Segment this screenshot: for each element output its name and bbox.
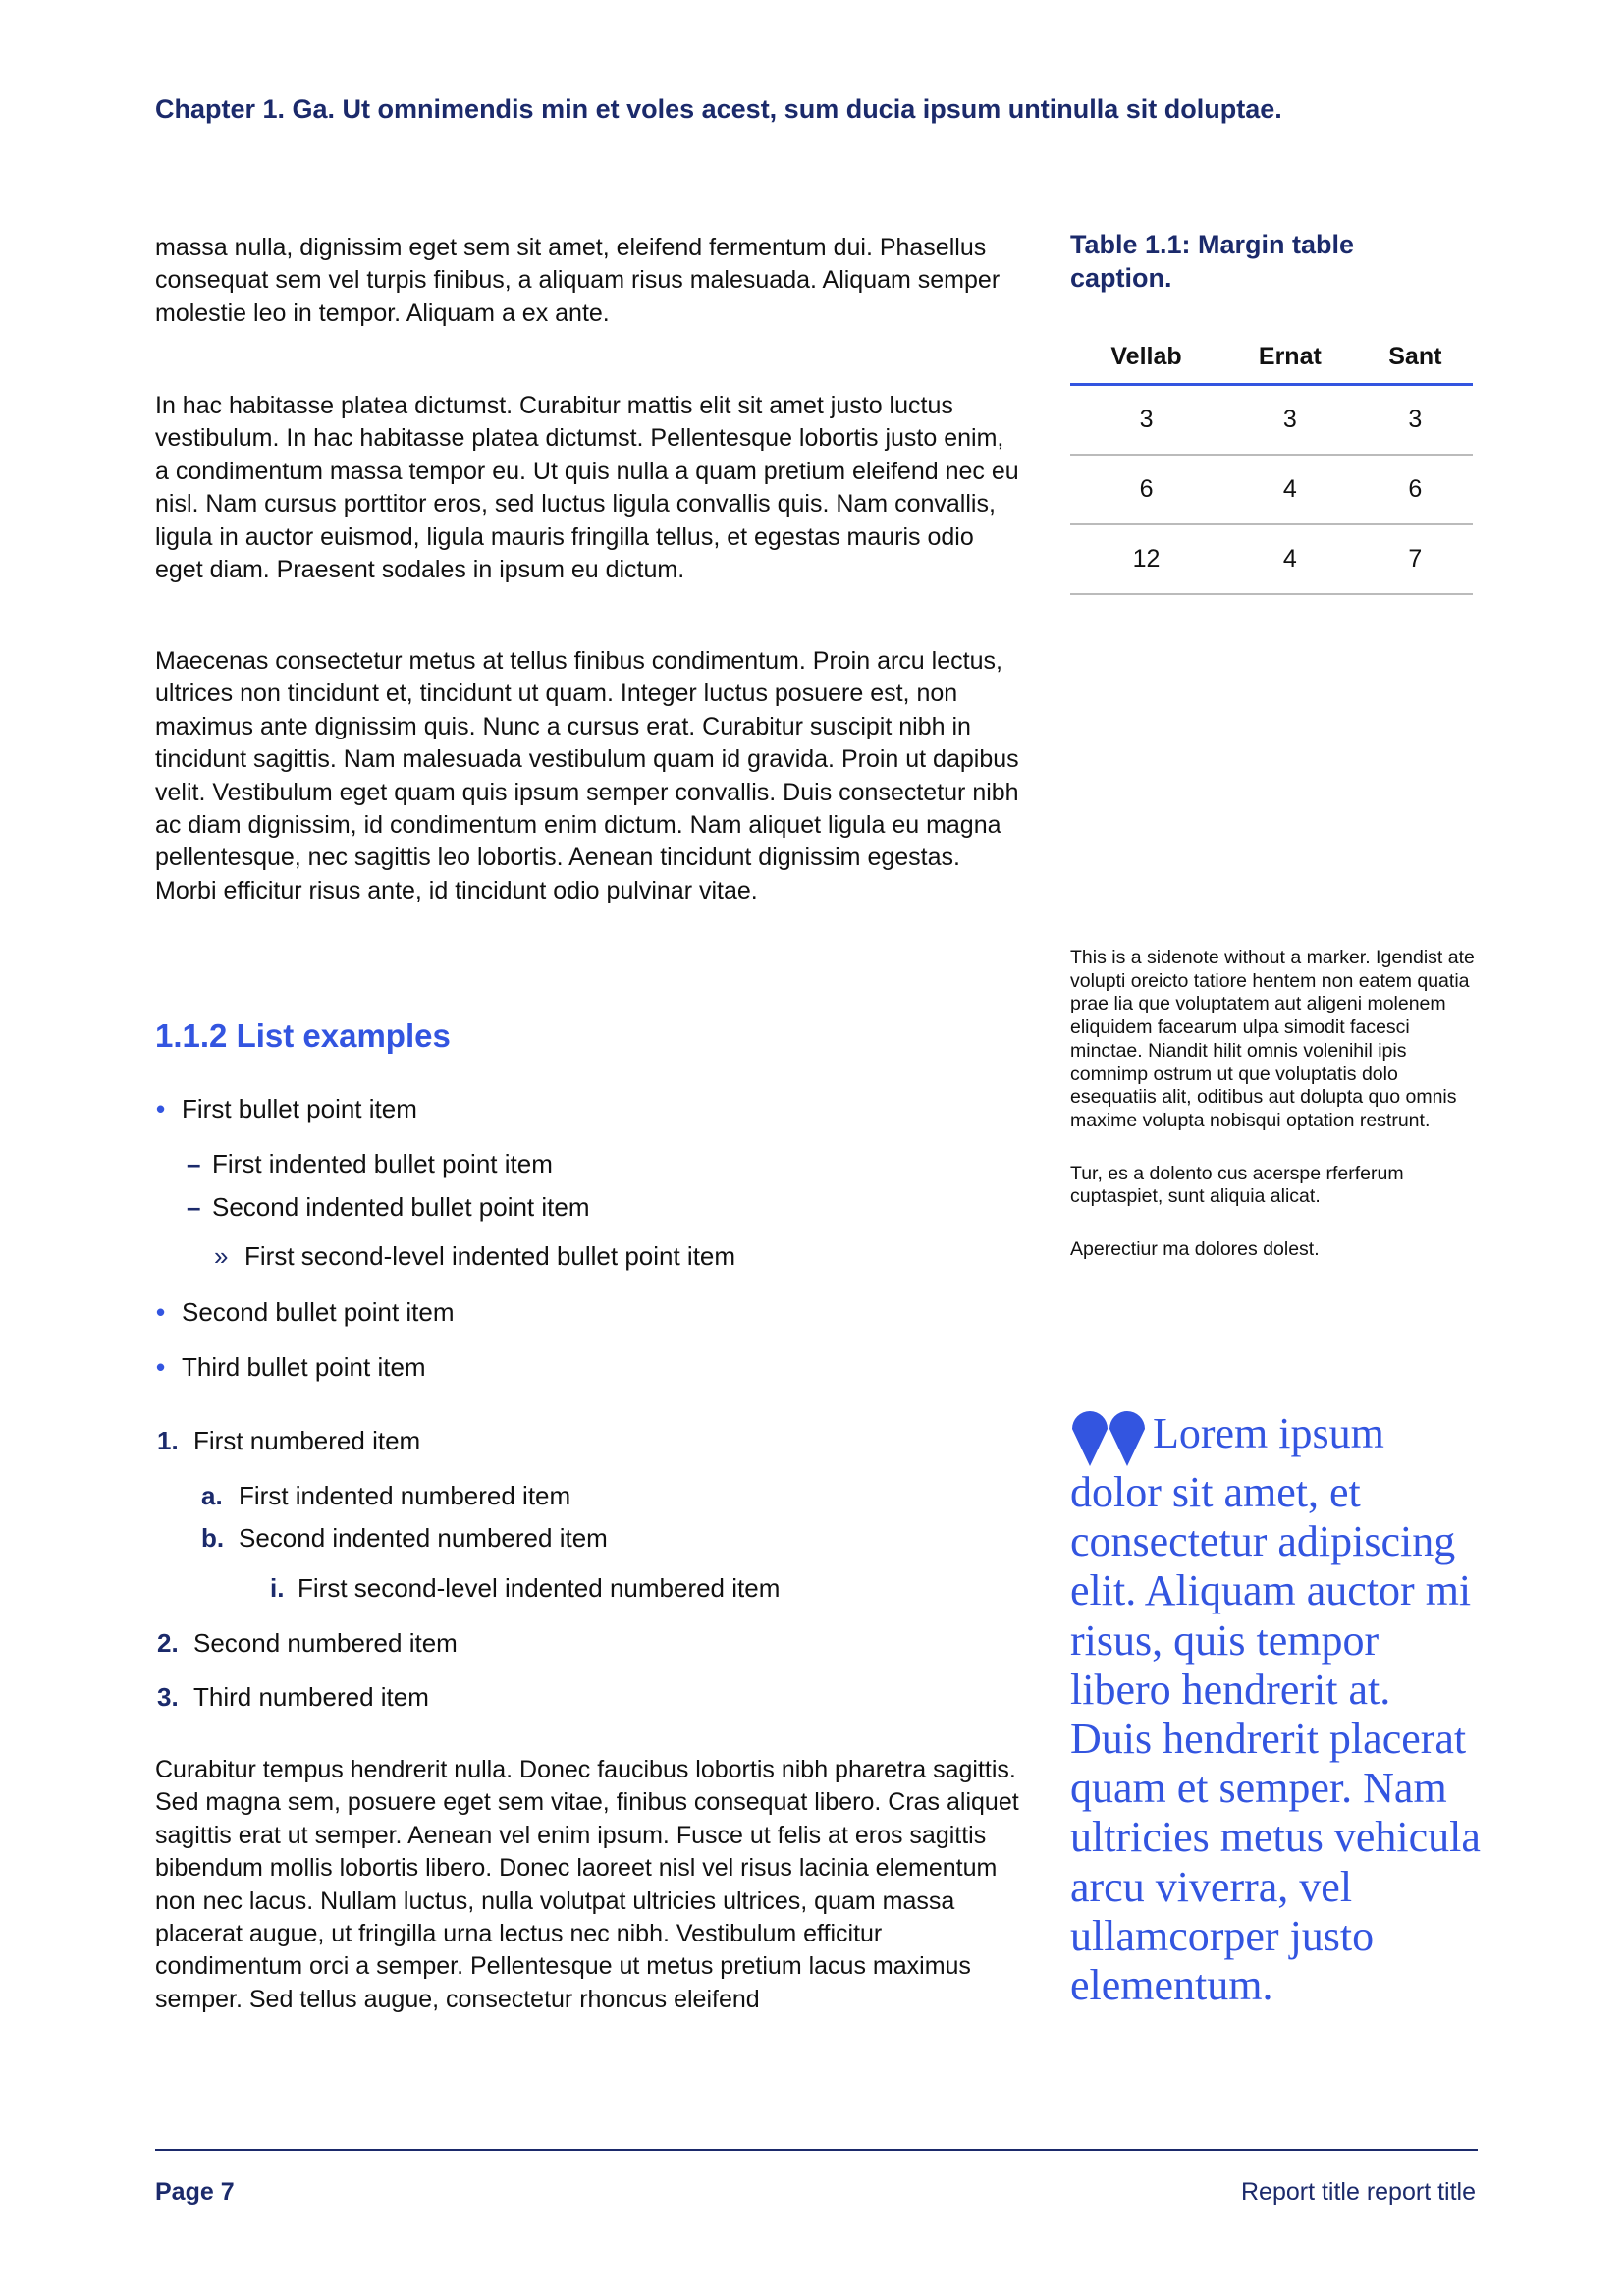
list-item [214, 1239, 735, 1273]
table-cell: 7 [1358, 524, 1473, 594]
sidenote: Tur, es a dolento cus acerspe rferferum cuptaspiet, sunt aliquia alicat. [1070, 1162, 1404, 1208]
list-item [157, 1424, 420, 1457]
letter-marker: a. [201, 1481, 223, 1510]
bullet-marker: • [156, 1297, 166, 1327]
list-item-text: Second bullet point item [182, 1297, 455, 1327]
report-title: Report title report title [1241, 2178, 1476, 2206]
number-marker: 3. [157, 1682, 179, 1712]
table-caption: Table 1.1: Margin table caption. [1070, 230, 1355, 293]
roman-marker: i. [270, 1573, 285, 1603]
quote-marks-icon [1070, 1409, 1147, 1468]
sidenote: Aperectiur ma dolores dolest. [1070, 1238, 1320, 1261]
section-heading: 1.1.2 List examples [155, 1017, 451, 1054]
column-header: Sant [1358, 330, 1473, 385]
list-item-text: Third numbered item [193, 1682, 429, 1712]
list-item [156, 1295, 455, 1329]
page-number: Page 7 [155, 2178, 235, 2206]
list-item [187, 1147, 553, 1180]
dash-marker: – [187, 1149, 201, 1178]
quote-text: Lorem ipsum dolor sit amet, et consectetur adipiscing elit. Aliquam auctor mi risus, quis tempor libero hendrerit at. Duis hendrerit placerat quam et semper. Nam ultricies metus vehicula arcu viverra, vel ullamcorper justo elementum. [1070, 1409, 1481, 2010]
list-item [187, 1190, 590, 1224]
list-item-text: Third bullet point item [182, 1352, 426, 1382]
table-cell: 3 [1222, 385, 1358, 456]
table-row [1070, 455, 1473, 524]
list-item-text: Second indented numbered item [239, 1523, 608, 1553]
pull-quote [1070, 1409, 1483, 2010]
list-item [156, 1092, 417, 1125]
table-cell: 6 [1070, 455, 1222, 524]
body-paragraph: massa nulla, dignissim eget sem sit amet, eleifend fermentum dui. Phasellus consequat sem vel turpis finibus, a aliquam risus malesuada. Aliquam semper molestie leo in tempor. Aliquam a ex ante. [155, 234, 1001, 327]
list-item-text: First indented numbered item [239, 1481, 571, 1510]
sidenote: This is a sidenote without a marker. Igendist ate volupti oreicto tatiore hentem non eatem quatia prae lia que voluptatem aut aligeni molenem eliquidem facearum ulpa simodit facesci minctae. Niandit hilit omnis volenihil ipis comnimp ostrum ut que voluptatis dolo esequatiis alit, oditibus aut dolupta quo omnis maxime volupta nobisqui optation restrunt. [1070, 947, 1475, 1131]
list-item [201, 1521, 608, 1555]
list-item [157, 1680, 429, 1714]
sidenotes [1070, 947, 1483, 1291]
body-paragraph: In hac habitasse platea dictumst. Curabitur mattis elit sit amet justo luctus vestibulum. In hac habitasse platea dictumst. Pellentesque lobortis justo enim, a condimentum massa tempor eu. Ut quis nulla a quam pretium eleifend nec eu nisl. Nam cursus porttitor eros, sed luctus ligula convallis quis. Nam convallis, ligula in auctor euismod, ligula mauris fringilla tellus, et egestas mauris odio eget diam. Praesent sodales in ipsum eu dictum. [155, 392, 1019, 584]
list-item-text: First indented bullet point item [212, 1149, 553, 1178]
bullet-marker: • [156, 1352, 166, 1382]
margin-table [1070, 330, 1473, 595]
dash-marker: – [187, 1192, 201, 1222]
body-paragraph: Curabitur tempus hendrerit nulla. Donec faucibus lobortis nibh pharetra sagittis. Sed magna sem, posuere eget sem vitae, finibus consequat libero. Cras aliquet sagittis erat ut semper. Aenean vel enim ipsum. Fusce ut felis at eros sagittis bibendum mollis lobortis libero. Donec laoreet nisl vel risus lacinia elementum non nec lacus. Nullam luctus, nulla volutpat ultricies ultrices, quam massa placerat augue, ut fringilla urna lectus nec nibh. Vestibulum efficitur condimentum orci a semper. Pellentesque ut metus pretium lacus maximus semper. Sed tellus augue, consectetur rhoncus eleifend [155, 1756, 1019, 2013]
list-item-text: First second-level indented numbered item [298, 1573, 781, 1603]
letter-marker: b. [201, 1523, 225, 1553]
table-row [1070, 385, 1473, 456]
table-cell: 4 [1222, 524, 1358, 594]
list-item-text: First bullet point item [182, 1094, 417, 1123]
list-item [157, 1626, 458, 1660]
number-marker: 1. [157, 1426, 179, 1455]
footer-divider [155, 2149, 1478, 2151]
table-header-row [1070, 330, 1473, 385]
bullet-marker: • [156, 1094, 166, 1123]
list-item-text: First second-level indented bullet point item [244, 1241, 736, 1271]
list-item-text: First numbered item [193, 1426, 421, 1455]
column-header: Ernat [1222, 330, 1358, 385]
list-item-text: Second numbered item [193, 1628, 458, 1658]
column-header: Vellab [1070, 330, 1222, 385]
number-marker: 2. [157, 1628, 179, 1658]
list-item [156, 1350, 426, 1384]
table-cell: 6 [1358, 455, 1473, 524]
list-item-text: Second indented bullet point item [212, 1192, 590, 1222]
table-cell: 4 [1222, 455, 1358, 524]
table-row [1070, 524, 1473, 594]
table-cell: 3 [1358, 385, 1473, 456]
table-cell: 3 [1070, 385, 1222, 456]
chevron-marker: » [214, 1241, 229, 1271]
table-cell: 12 [1070, 524, 1222, 594]
chapter-header: Chapter 1. Ga. Ut omnimendis min et voles acest, sum ducia ipsum untinulla sit doluptae. [155, 94, 1282, 124]
list-item [201, 1479, 570, 1512]
body-paragraph: Maecenas consectetur metus at tellus finibus condimentum. Proin arcu lectus, ultrices non tincidunt et, tincidunt ut quam. Integer luctus posuere est, non maximus ante dignissim quis. Nunc a cursus erat. Curabitur suscipit nibh in tincidunt sagittis. Nam malesuada vestibulum quam id gravida. Proin ut dapibus velit. Vestibulum eget quam quis ipsum semper convallis. Duis consectetur nibh ac diam dignissim, id condimentum enim dictum. Nam aliquet ligula eu magna pellentesque, nec sagittis leo lobortis. Aenean tincidunt dignissim egestas. Morbi efficitur risus ante, id tincidunt odio pulvinar vitae. [155, 647, 1019, 904]
list-item [270, 1571, 780, 1605]
